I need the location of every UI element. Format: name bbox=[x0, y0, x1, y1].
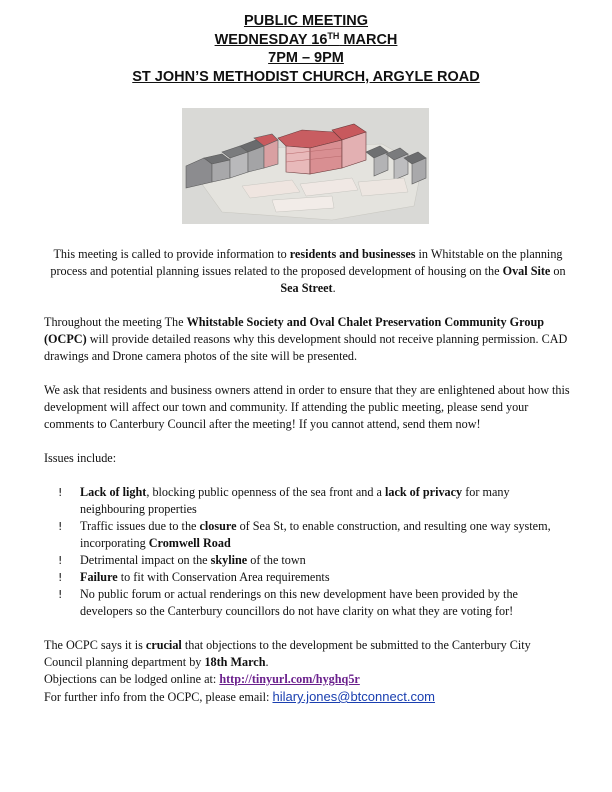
issue-item bbox=[44, 586, 572, 620]
issue-text: to fit with Conservation Area requirements bbox=[117, 570, 330, 584]
issue-bold: Lack of light bbox=[80, 485, 147, 499]
intro-bold-sea-street: Sea Street bbox=[280, 281, 333, 295]
intro-text-2: in Whitstable on the planning process and potential planning issues related to the proposed development of housing on the bbox=[50, 247, 563, 278]
email-line bbox=[44, 688, 572, 706]
intro-bold-residents: residents and businesses bbox=[289, 247, 416, 261]
exclamation-bullet-icon: ! bbox=[58, 571, 63, 584]
exclamation-bullet-icon: ! bbox=[58, 554, 63, 567]
issues-list bbox=[44, 484, 572, 620]
exclamation-bullet-icon: ! bbox=[58, 588, 63, 601]
meeting-header bbox=[0, 12, 612, 86]
issue-item bbox=[44, 484, 572, 518]
issues-heading: Issues include: bbox=[44, 451, 117, 465]
closing-bold-crucial: crucial bbox=[145, 638, 182, 652]
header-date-text: WEDNESDAY 16 bbox=[214, 31, 328, 48]
issue-bold: Cromwell Road bbox=[148, 536, 231, 550]
society-bold-name: Whitstable Society and Oval Chalet Preservation Community Group (OCPC) bbox=[44, 315, 544, 346]
email-label: For further info from the OCPC, please email: bbox=[44, 690, 273, 704]
header-time: 7PM – 9PM bbox=[268, 50, 344, 66]
intro-text-1: This meeting is called to provide information to bbox=[53, 247, 290, 261]
intro-paragraph bbox=[44, 246, 572, 297]
society-text-2: will provide detailed reasons why this development should not receive planning permission. CAD drawings and Drone camera photos of the site will be presented. bbox=[44, 332, 568, 363]
closing-text-1: The OCPC says it is bbox=[44, 638, 146, 652]
society-text-1: Throughout the meeting The bbox=[44, 315, 187, 329]
objection-link[interactable]: http://tinyurl.com/hyghq5r bbox=[219, 672, 360, 686]
closing-bold-deadline: 18th March bbox=[204, 655, 266, 669]
issue-item bbox=[44, 569, 572, 586]
header-date bbox=[0, 31, 612, 50]
issue-text: Traffic issues due to the bbox=[80, 519, 200, 533]
intro-bold-oval-site: Oval Site bbox=[502, 264, 551, 278]
exclamation-bullet-icon: ! bbox=[58, 520, 63, 533]
header-title: PUBLIC MEETING bbox=[243, 13, 369, 29]
header-venue: ST JOHN’S METHODIST CHURCH, ARGYLE ROAD bbox=[132, 68, 480, 85]
intro-text-4: . bbox=[332, 281, 336, 295]
issue-text: No public forum or actual renderings on this new development have been provided by the developers so the Canterbury councillors do not have clarity on what they are voting for! bbox=[80, 587, 518, 618]
header-date-month: MARCH bbox=[339, 31, 398, 48]
issue-bold: Failure bbox=[80, 570, 118, 584]
intro-text-3: on bbox=[550, 264, 566, 278]
flyer-body bbox=[44, 246, 572, 706]
issue-bold: lack of privacy bbox=[384, 485, 463, 499]
online-label: Objections can be lodged online at: bbox=[44, 672, 220, 686]
issue-item bbox=[44, 518, 572, 552]
issue-bold: skyline bbox=[210, 553, 248, 567]
online-line bbox=[44, 671, 572, 688]
contact-email-link[interactable]: hilary.jones@btconnect.com bbox=[272, 689, 436, 704]
exclamation-bullet-icon: ! bbox=[58, 486, 63, 499]
development-cad-rendering bbox=[182, 108, 429, 224]
closing-text-3: . bbox=[265, 655, 269, 669]
issue-text: for many neighbouring properties bbox=[80, 485, 510, 516]
issue-text: Detrimental impact on the bbox=[80, 553, 211, 567]
attend-paragraph: We ask that residents and business owners attend in order to ensure that they are enlightened about how this development will affect our town and community. If attending the public meeting, please send your comments to Canterbury Council after the meeting! If you cannot attend, send them now! bbox=[44, 383, 570, 431]
society-paragraph bbox=[44, 314, 572, 365]
issue-text: of the town bbox=[247, 553, 306, 567]
issue-text: , blocking public openness of the sea front and a bbox=[146, 485, 385, 499]
issue-item bbox=[44, 552, 572, 569]
header-date-sup: TH bbox=[327, 30, 340, 41]
issue-bold: closure bbox=[199, 519, 237, 533]
closing-text-2: that objections to the development be submitted to the Canterbury City Council planning department by bbox=[44, 638, 531, 669]
closing-paragraph bbox=[44, 637, 572, 671]
issue-text: of Sea St, to enable construction, and resulting one way system, incorporating bbox=[80, 519, 551, 550]
